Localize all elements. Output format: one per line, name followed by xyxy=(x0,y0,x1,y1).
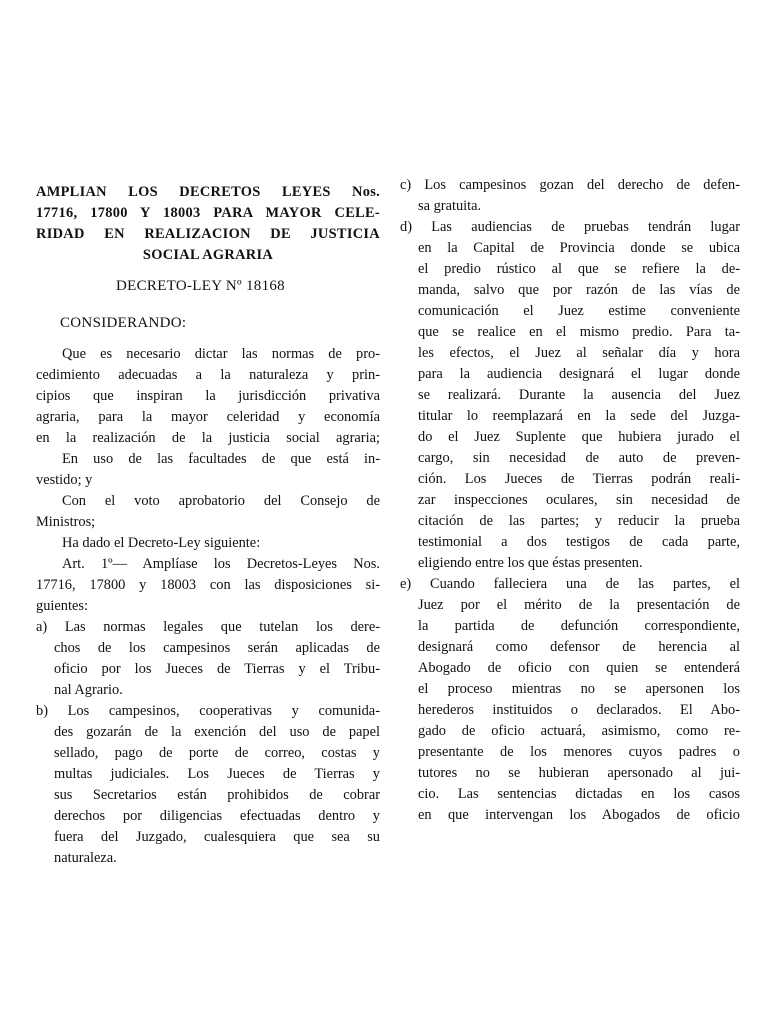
text-line: agraria, para la mayor celeridad y economía xyxy=(36,409,380,425)
decree-title xyxy=(36,182,380,266)
title-line: SOCIAL AGRARIA xyxy=(142,247,274,263)
decree-number: DECRETO-LEY Nº 18168 xyxy=(116,278,285,294)
text-line: oficio por los Jueces de Tierras y el Tribu- xyxy=(54,661,380,677)
text-line: cipios que inspiran la jurisdicción privativa xyxy=(36,388,380,404)
text-line: en la Capital de Provincia donde se ubica xyxy=(418,240,740,256)
text-line: comunicación el Juez estime conveniente xyxy=(418,303,740,319)
text-line: cargo, sin necesidad de auto de preven- xyxy=(418,450,740,466)
text-line: derechos por diligencias efectuadas dentro y xyxy=(54,808,380,824)
list-item-b: b) Los campesinos, cooperativas y comunida- xyxy=(36,703,380,719)
text-line: Ha dado el Decreto-Ley siguiente: xyxy=(62,535,261,551)
text-line: testimonial a dos testigos de cada parte, xyxy=(418,534,740,550)
title-line: AMPLIAN LOS DECRETOS LEYES Nos. xyxy=(36,184,380,200)
considerando-heading: CONSIDERANDO: xyxy=(60,315,187,331)
list-item-a: a) Las normas legales que tutelan los dere- xyxy=(36,619,380,635)
text-line: Abogado de oficio con quien se entenderá xyxy=(418,660,740,676)
text-line: sellado, pago de porte de correo, costas y xyxy=(54,745,380,761)
text-line: eligiendo entre los que éstas presenten. xyxy=(418,555,643,571)
text-line: presentante de los menores cuyos padres o xyxy=(418,744,740,760)
text-line: tutores no se hubieran apersonado al jui- xyxy=(418,765,740,781)
text-line: nal Agrario. xyxy=(54,682,123,698)
text-line: Ministros; xyxy=(36,514,96,530)
text-line: Que es necesario dictar las normas de pro- xyxy=(62,346,380,362)
list-item-d: d) Las audiencias de pruebas tendrán lugar xyxy=(400,219,740,235)
text-line: en que intervengan los Abogados de oficio xyxy=(418,807,740,823)
text-line: Con el voto aprobatorio del Consejo de xyxy=(62,493,380,509)
text-line: vestido; y xyxy=(36,472,93,488)
text-line: en la realización de la justicia social agraria; xyxy=(36,430,380,446)
text-line: chos de los campesinos serán aplicadas de xyxy=(54,640,380,656)
list-item-c: c) Los campesinos gozan del derecho de defen- xyxy=(400,177,740,193)
text-line: cedimiento adecuadas a la naturaleza y prin- xyxy=(36,367,380,383)
text-line: que se realice en el mismo predio. Para ta- xyxy=(418,324,740,340)
text-line: guientes: xyxy=(36,598,88,614)
text-line: fuera del Juzgado, cualesquiera que sea su xyxy=(54,829,380,845)
text-line: titular lo reemplazará en la sede del Juzga- xyxy=(418,408,740,424)
text-line: para la audiencia designará el lugar donde xyxy=(418,366,740,382)
text-line: 17716, 17800 y 18003 con las disposiciones si- xyxy=(36,577,380,593)
text-line: sus Secretarios están prohibidos de cobrar xyxy=(54,787,380,803)
text-line: des gozarán de la exención del uso de papel xyxy=(54,724,380,740)
text-line: En uso de las facultades de que está in- xyxy=(62,451,380,467)
text-line: do el Juez Suplente que hubiera jurado el xyxy=(418,429,740,445)
text-line: citación de las partes; y reducir la prueba xyxy=(418,513,740,529)
text-line: la partida de defunción correspondiente, xyxy=(418,618,740,634)
text-line: Juez por el mérito de la presentación de xyxy=(418,597,740,613)
text-line: zar inspecciones oculares, sin necesidad de xyxy=(418,492,740,508)
list-item-e: e) Cuando falleciera una de las partes, el xyxy=(400,576,740,592)
text-line: se realizará. Durante la ausencia del Juez xyxy=(418,387,740,403)
text-line: multas judiciales. Los Jueces de Tierras y xyxy=(54,766,380,782)
text-line: el proceso mientras no se apersonen los xyxy=(418,681,740,697)
text-line: el predio rústico al que se refiere la de- xyxy=(418,261,740,277)
right-body-text xyxy=(400,175,740,826)
title-line: 17716, 17800 Y 18003 PARA MAYOR CELE- xyxy=(36,205,380,221)
text-line: Art. 1º— Amplíase los Decretos-Leyes Nos. xyxy=(62,556,380,572)
title-line: RIDAD EN REALIZACION DE JUSTICIA xyxy=(36,226,380,242)
text-line: naturaleza. xyxy=(54,850,117,866)
text-line: gado de oficio actuará, asimismo, como re- xyxy=(418,723,740,739)
text-line: designará como defensor de herencia al xyxy=(418,639,740,655)
text-line: manda, salvo que por razón de las vías de xyxy=(418,282,740,298)
text-line: cio. Las sentencias dictadas en los casos xyxy=(418,786,740,802)
text-line: ción. Los Jueces de Tierras podrán reali- xyxy=(418,471,740,487)
text-line: sa gratuita. xyxy=(418,198,482,214)
left-body-text xyxy=(36,344,380,869)
text-line: les efectos, el Juez al señalar día y hora xyxy=(418,345,740,361)
text-line: herederos instituidos o declarados. El Abo- xyxy=(418,702,740,718)
